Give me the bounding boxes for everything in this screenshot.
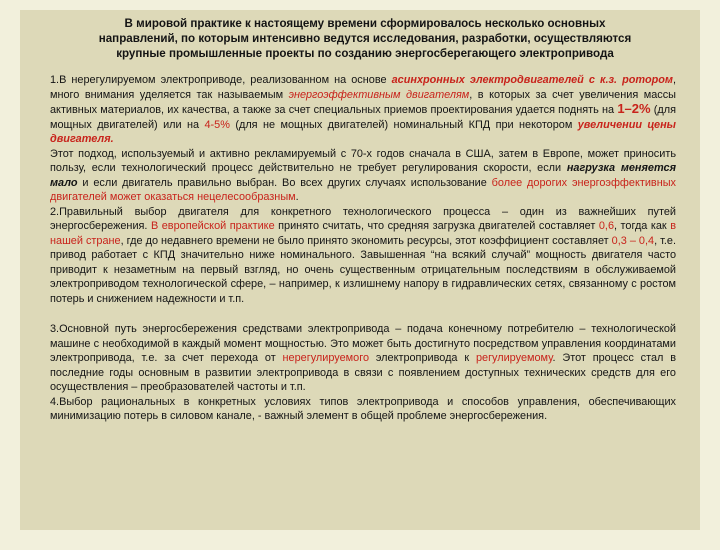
text: , где до недавнего времени не было принято экономить ресурсы, этот коэффициент составляет: [120, 234, 612, 247]
text: 3.Основной путь энергосбережения средствами электропривода – подача конечному потребителю – технологической машине с необходимой в каждый момент мощностью. Это может быть достигнуто посредством управления координатами электропривода, т.е. за счет перехода от: [50, 323, 676, 364]
title-line: В мировой практике к настоящему времени сформировалось несколько основных: [124, 17, 606, 30]
text: 4.Выбор рациональных в конкретных условиях типов электропривода и способов управления, обеспечивающих минимизацию потерь в силовом канале, - важный элемент в общей проблеме энергосбережения.: [50, 395, 676, 422]
text: , тогда как: [614, 220, 671, 232]
highlight: 0,6: [598, 220, 615, 232]
highlight: асинхронных электродвигателей с к.з. ротором: [391, 74, 673, 86]
text: (для мощных двигателей) или на: [50, 104, 677, 131]
text: , в которых за счет увеличения массы активных материалов, их качества, а также за счет специальных приемов проектирования удается поднять на: [50, 88, 676, 116]
slide: [20, 10, 700, 530]
text: , т.е. привод работает с КПД значительно ниже номинального. Завышенная “на всякий случай” мощность двигателя часто приводит к незаметным на первый взгляд, но очень существенным отрицательным последствиям в обслуживаемой электроприводом технологической сфере, – например, к излишнему напору в гидравлических сетях, связанному с ростом потерь и снижением надежности и т.п.: [50, 234, 677, 305]
paragraph-1: [50, 73, 676, 205]
text: и если двигатель правильно выбран. Во всех других случаях использование: [77, 176, 492, 189]
highlight: 1–2%: [617, 101, 651, 116]
emphasis: нагрузка меняется мало: [50, 162, 676, 189]
paragraph-2: [50, 205, 676, 307]
highlight: нерегулируемого: [282, 352, 369, 364]
highlight: в нашей стране: [50, 220, 677, 247]
highlight: 0,3 – 0,4: [611, 234, 655, 247]
spacer: [50, 306, 676, 322]
text: (для не мощных двигателей) номинальный КПД при некотором: [229, 118, 578, 131]
text: Этот подход, используемый и активно рекламируемый с 70-х годов сначала в США, затем в Европе, может приносить пользу, если технологический процесс действительно не требует регулирования скорости, если: [50, 147, 676, 174]
text: 1.В нерегулируемом электроприводе, реализованном на основе: [50, 74, 392, 86]
highlight: энергоэффективным двигателям: [288, 88, 470, 101]
paragraph-3: [50, 322, 676, 395]
text: принято считать, что средняя загрузка двигателей составляет: [274, 220, 599, 232]
text: . Этот процесс стал в последние годы основным в развитии электропривода в связи с появлением доступных технических средств для его осуществления – преобразователей частоты и т.п.: [50, 352, 676, 393]
highlight: 4-5%: [204, 118, 230, 131]
title-line: крупные промышленные проекты по созданию энергосберегающего электропривода: [116, 47, 614, 60]
text: , много внимания уделяется так называемым: [50, 74, 676, 101]
highlight: более дорогих энергоэффективных двигателей может оказаться нецелесообразным: [50, 176, 676, 203]
highlight: В европейской практике: [150, 220, 275, 232]
title-line: направлений, по которым интенсивно ведутся исследования, разработки, осуществляются: [98, 32, 632, 45]
slide-title: [50, 16, 680, 61]
text: .: [295, 191, 299, 203]
highlight: регулируемому: [475, 352, 553, 364]
highlight: увеличении цены двигателя.: [50, 118, 676, 145]
slide-body: [50, 73, 676, 424]
paragraph-4: [50, 395, 676, 424]
text: электропривода к: [369, 352, 476, 364]
text: 2.Правильный выбор двигателя для конкретного технологического процесса – один из важнейших путей энергосбережения.: [50, 205, 676, 232]
